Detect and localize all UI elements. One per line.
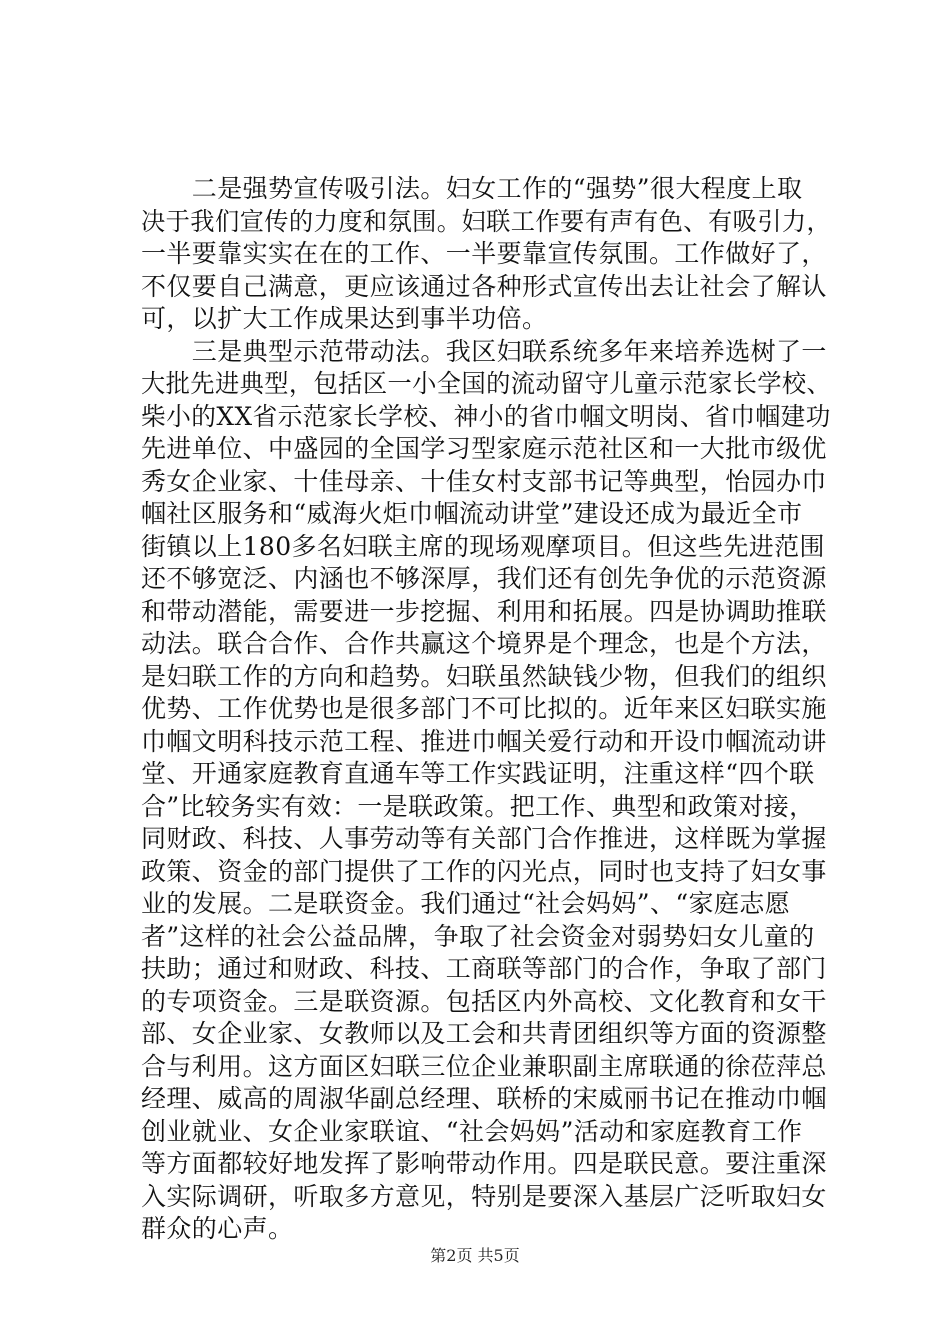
text-line: 先进单位、中盛园的全国学习型家庭示范社区和一大批市级优 — [141, 434, 827, 463]
page-footer: 第2页 共5页 — [430, 1246, 520, 1265]
text-line: 业的发展。二是联资金。我们通过“社会妈妈”、“家庭志愿 — [141, 889, 791, 918]
text-line: 还不够宽泛、内涵也不够深厚，我们还有创先争优的示范资源 — [141, 564, 827, 593]
text-line: 柴小的XX省示范家长学校、神小的省巾帼文明岗、省巾帼建功 — [141, 401, 831, 431]
text-line: 堂、开通家庭教育直通车等工作实践证明，注重这样“四个联 — [141, 759, 815, 788]
text-line: 同财政、科技、人事劳动等有关部门合作推进，这样既为掌握 — [141, 824, 827, 853]
text-line: 帼社区服务和“威海火炬巾帼流动讲堂”建设还成为最近全市 — [141, 499, 803, 528]
text-line: 政策、资金的部门提供了工作的闪光点，同时也支持了妇女事 — [141, 856, 827, 886]
text-line: 群众的心声。 — [141, 1214, 294, 1243]
text-line: 是妇联工作的方向和趋势。妇联虽然缺钱少物，但我们的组织 — [141, 661, 827, 691]
text-line: 者”这样的社会公益品牌，争取了社会资金对弱势妇女儿童的 — [141, 921, 815, 951]
text-line: 不仅要自己满意，更应该通过各种形式宣传出去让社会了解认 — [141, 271, 827, 301]
text-line: 巾帼文明科技示范工程、推进巾帼关爱行动和开设巾帼流动讲 — [141, 726, 827, 756]
text-line: 决于我们宣传的力度和氛围。妇联工作要有声有色、有吸引力， — [141, 206, 832, 236]
text-line: 等方面都较好地发挥了影响带动作用。四是联民意。要注重深 — [141, 1149, 827, 1178]
text-line: 街镇以上180多名妇联主席的现场观摩项目。但这些先进范围 — [141, 531, 825, 561]
text-line: 动法。联合合作、合作共赢这个境界是个理念，也是个方法， — [141, 629, 827, 658]
text-line: 和带动潜能，需要进一步挖掘、利用和拓展。四是协调助推联 — [141, 596, 827, 626]
text-line: 部、女企业家、女教师以及工会和共青团组织等方面的资源整 — [141, 1019, 827, 1048]
text-line: 入实际调研，听取多方意见，特别是要深入基层广泛听取妇女 — [141, 1181, 827, 1211]
text-line: 三是典型示范带动法。我区妇联系统多年来培养选树了一 — [141, 336, 827, 366]
text-line: 创业就业、女企业家联谊、“社会妈妈”活动和家庭教育工作 — [141, 1116, 803, 1146]
text-line: 合与利用。这方面区妇联三位企业兼职副主席联通的徐莅萍总 — [141, 1051, 827, 1081]
text-line: 经理、威高的周淑华副总经理、联桥的宋威丽书记在推动巾帼 — [141, 1084, 827, 1113]
text-line: 扶助；通过和财政、科技、工商联等部门的合作，争取了部门 — [141, 954, 827, 983]
text-line: 优势、工作优势也是很多部门不可比拟的。近年来区妇联实施 — [141, 694, 827, 723]
text-line: 秀女企业家、十佳母亲、十佳女村支部书记等典型，怡园办巾 — [141, 466, 827, 496]
body-text — [141, 173, 831, 1246]
text-line: 大批先进典型，包括区一小全国的流动留守儿童示范家长学校、 — [141, 369, 832, 398]
text-line: 的专项资金。三是联资源。包括区内外高校、文化教育和女干 — [141, 986, 827, 1016]
text-line: 合”比较务实有效：一是联政策。把工作、典型和政策对接， — [141, 791, 815, 821]
text-line: 二是强势宣传吸引法。妇女工作的“强势”很大程度上取 — [141, 174, 803, 203]
text-line: 可，以扩大工作成果达到事半功倍。 — [141, 304, 548, 333]
text-line: 一半要靠实实在在的工作、一半要靠宣传氛围。工作做好了， — [141, 239, 827, 268]
